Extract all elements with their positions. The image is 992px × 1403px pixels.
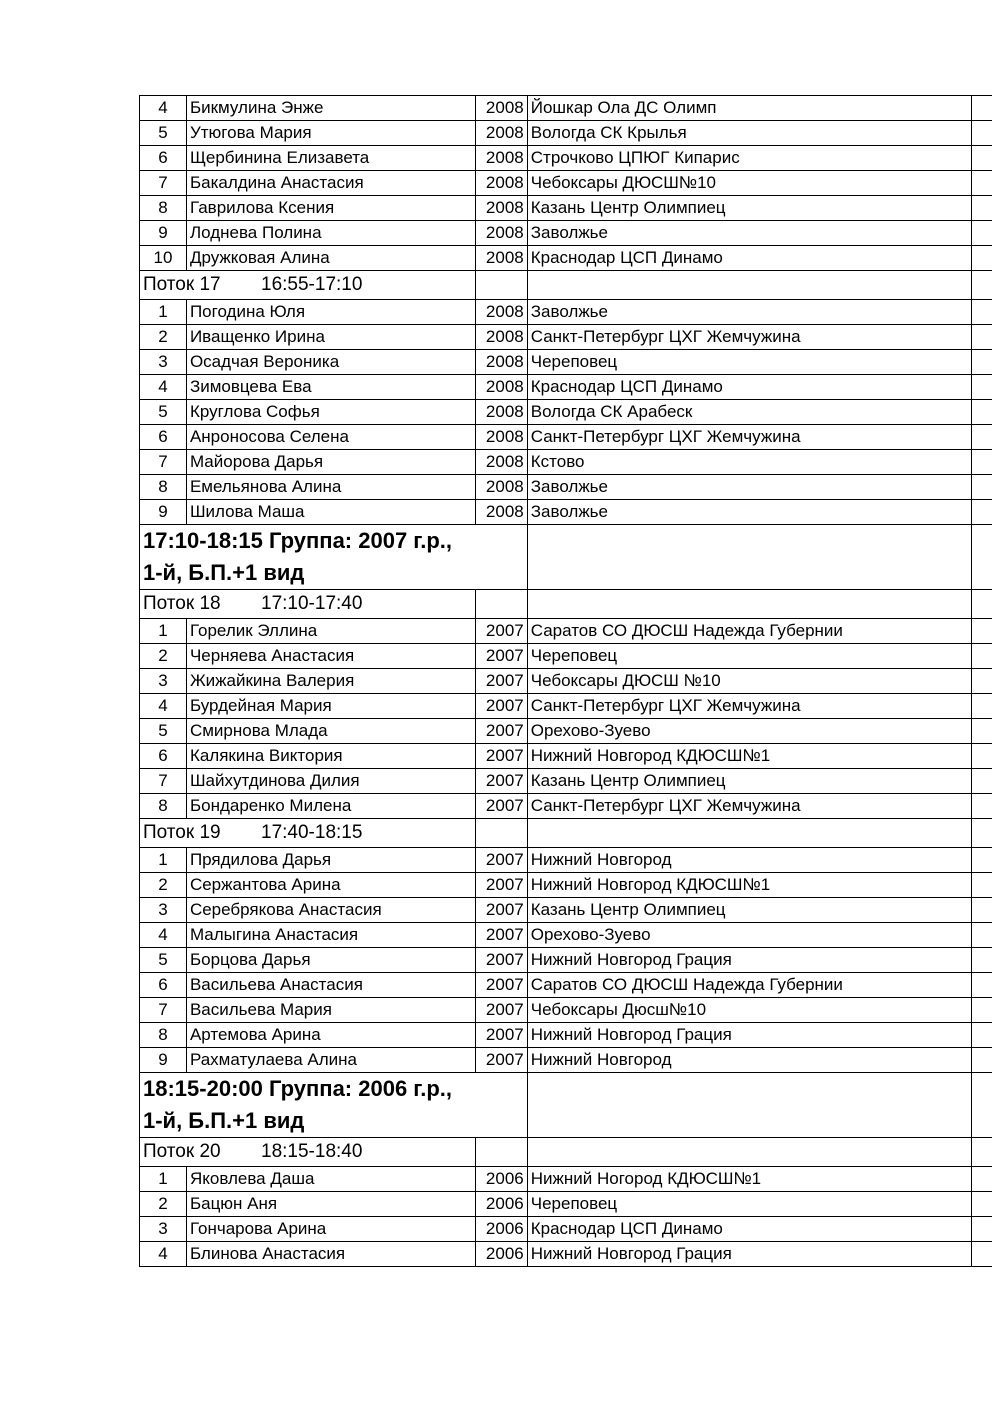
participant-number: 8: [140, 1023, 187, 1048]
participant-name: Гаврилова Ксения: [186, 196, 475, 221]
empty-cell: [971, 669, 992, 694]
participant-row: [140, 1167, 992, 1192]
stream-label: Поток 17: [143, 274, 221, 295]
participant-number: 3: [140, 1217, 187, 1242]
empty-cell: [971, 744, 992, 769]
participant-number: 5: [140, 400, 187, 425]
stream-header: [140, 590, 476, 619]
participant-number: 7: [140, 171, 187, 196]
participant-name: Васильева Мария: [186, 998, 475, 1023]
participant-row: [140, 973, 992, 998]
participant-year: 2007: [475, 973, 527, 998]
empty-cell: [971, 246, 992, 271]
participant-club: Нижний Новгород КДЮСШ№1: [527, 744, 971, 769]
participant-name: Борцова Дарья: [186, 948, 475, 973]
stream-time: 16:55-17:10: [261, 274, 363, 295]
participant-name: Рахматулаева Алина: [186, 1048, 475, 1073]
participant-number: 1: [140, 1167, 187, 1192]
participant-year: 2008: [475, 500, 527, 525]
participant-year: 2007: [475, 848, 527, 873]
participant-name: Круглова Софья: [186, 400, 475, 425]
participant-club: Заволжье: [527, 500, 971, 525]
participant-name: Анроносова Селена: [186, 425, 475, 450]
participant-row: [140, 475, 992, 500]
participant-name: Погодина Юля: [186, 300, 475, 325]
participant-year: 2007: [475, 923, 527, 948]
participant-club: Саратов СО ДЮСШ Надежда Губернии: [527, 973, 971, 998]
participant-club: Нижний Новгород Грация: [527, 1242, 971, 1267]
participant-row: [140, 96, 992, 121]
participant-club: Санкт-Петербург ЦХГ Жемчужина: [527, 325, 971, 350]
participant-number: 3: [140, 669, 187, 694]
participant-year: 2007: [475, 669, 527, 694]
stream-time: 17:10-17:40: [261, 593, 363, 614]
participant-number: 4: [140, 694, 187, 719]
empty-cell: [971, 948, 992, 973]
participant-number: 4: [140, 96, 187, 121]
participant-row: [140, 898, 992, 923]
participant-row: [140, 948, 992, 973]
participant-name: Серебрякова Анастасия: [186, 898, 475, 923]
participant-club: Чебоксары ДЮСШ №10: [527, 669, 971, 694]
empty-cell: [971, 644, 992, 669]
participant-year: 2008: [475, 450, 527, 475]
participant-row: [140, 246, 992, 271]
participant-number: 4: [140, 1242, 187, 1267]
participant-name: Осадчая Вероника: [186, 350, 475, 375]
participant-number: 5: [140, 948, 187, 973]
participant-number: 6: [140, 146, 187, 171]
participant-name: Бацюн Аня: [186, 1192, 475, 1217]
participant-club: Нижний Новгород Грация: [527, 1023, 971, 1048]
empty-cell: [971, 1192, 992, 1217]
participant-club: Заволжье: [527, 475, 971, 500]
empty-cell: [971, 998, 992, 1023]
participant-year: 2007: [475, 794, 527, 819]
participant-year: 2007: [475, 998, 527, 1023]
participant-name: Смирнова Млада: [186, 719, 475, 744]
participant-year: 2007: [475, 898, 527, 923]
participant-number: 2: [140, 873, 187, 898]
empty-cell: [971, 1217, 992, 1242]
participant-name: Щербинина Елизавета: [186, 146, 475, 171]
participant-row: [140, 1217, 992, 1242]
participant-year: 2007: [475, 719, 527, 744]
participant-row: [140, 769, 992, 794]
participant-name: Бурдейная Мария: [186, 694, 475, 719]
participant-name: Шайхутдинова Дилия: [186, 769, 475, 794]
participant-number: 2: [140, 644, 187, 669]
participant-row: [140, 221, 992, 246]
participant-name: Емельянова Алина: [186, 475, 475, 500]
stream-header: [140, 1138, 476, 1167]
stream-time: 17:40-18:15: [261, 822, 363, 843]
participant-year: 2008: [475, 96, 527, 121]
participant-year: 2008: [475, 246, 527, 271]
empty-cell: [971, 973, 992, 998]
participant-row: [140, 1242, 992, 1267]
empty-cell: [971, 375, 992, 400]
empty-cell: [527, 590, 971, 619]
stream-header: [140, 271, 476, 300]
participant-year: 2008: [475, 325, 527, 350]
empty-cell: [971, 719, 992, 744]
participant-name: Горелик Эллина: [186, 619, 475, 644]
participant-number: 1: [140, 848, 187, 873]
participant-number: 10: [140, 246, 187, 271]
empty-cell: [971, 271, 992, 300]
participant-year: 2008: [475, 171, 527, 196]
participant-year: 2008: [475, 400, 527, 425]
participant-number: 5: [140, 719, 187, 744]
participant-club: Строчково ЦПЮГ Кипарис: [527, 146, 971, 171]
participant-row: [140, 1192, 992, 1217]
participant-row: [140, 425, 992, 450]
participant-year: 2007: [475, 1023, 527, 1048]
participant-club: Саратов СО ДЮСШ Надежда Губернии: [527, 619, 971, 644]
participant-number: 1: [140, 300, 187, 325]
empty-cell: [971, 325, 992, 350]
participant-number: 2: [140, 1192, 187, 1217]
stream-header-row: [140, 819, 992, 848]
empty-cell: [971, 221, 992, 246]
empty-cell: [971, 300, 992, 325]
participant-club: Нижний Новгород КДЮСШ№1: [527, 873, 971, 898]
group-header-row: [140, 525, 992, 590]
schedule-body: [140, 96, 992, 1267]
participant-year: 2008: [475, 350, 527, 375]
participant-row: [140, 644, 992, 669]
participant-row: [140, 400, 992, 425]
participant-number: 9: [140, 500, 187, 525]
participant-name: Сержантова Арина: [186, 873, 475, 898]
participant-club: Вологда СК Крылья: [527, 121, 971, 146]
stream-header-row: [140, 590, 992, 619]
empty-cell: [971, 819, 992, 848]
participant-row: [140, 300, 992, 325]
empty-cell: [971, 590, 992, 619]
participant-row: [140, 744, 992, 769]
participant-name: Черняева Анастасия: [186, 644, 475, 669]
participant-name: Калякина Виктория: [186, 744, 475, 769]
empty-cell: [971, 400, 992, 425]
stream-header: [140, 819, 476, 848]
participant-year: 2008: [475, 146, 527, 171]
participant-row: [140, 998, 992, 1023]
participant-year: 2008: [475, 475, 527, 500]
participant-club: Нижний Новгород: [527, 1048, 971, 1073]
participant-club: Санкт-Петербург ЦХГ Жемчужина: [527, 794, 971, 819]
participant-number: 3: [140, 350, 187, 375]
participant-number: 6: [140, 744, 187, 769]
empty-cell: [475, 819, 527, 848]
participant-row: [140, 375, 992, 400]
empty-cell: [527, 525, 971, 590]
stream-label: Поток 18: [143, 593, 221, 614]
participant-name: Зимовцева Ева: [186, 375, 475, 400]
participant-row: [140, 794, 992, 819]
participant-year: 2007: [475, 744, 527, 769]
participant-name: Бакалдина Анастасия: [186, 171, 475, 196]
participant-year: 2007: [475, 694, 527, 719]
participant-club: Вологда СК Арабеск: [527, 400, 971, 425]
participant-row: [140, 873, 992, 898]
group-title-line1: 17:10-18:15 Группа: 2007 г.р.,: [143, 528, 453, 553]
participant-year: 2007: [475, 873, 527, 898]
participant-name: Прядилова Дарья: [186, 848, 475, 873]
participant-name: Лоднева Полина: [186, 221, 475, 246]
participant-year: 2007: [475, 769, 527, 794]
empty-cell: [527, 1138, 971, 1167]
participant-club: Санкт-Петербург ЦХГ Жемчужина: [527, 694, 971, 719]
participant-row: [140, 619, 992, 644]
participant-number: 1: [140, 619, 187, 644]
participant-row: [140, 848, 992, 873]
empty-cell: [971, 500, 992, 525]
participant-club: Заволжье: [527, 300, 971, 325]
participant-number: 8: [140, 196, 187, 221]
participant-row: [140, 1048, 992, 1073]
group-title-line1: 18:15-20:00 Группа: 2006 г.р.,: [143, 1076, 453, 1101]
participant-year: 2008: [475, 221, 527, 246]
participant-number: 7: [140, 769, 187, 794]
empty-cell: [971, 694, 992, 719]
participant-name: Бикмулина Энже: [186, 96, 475, 121]
participant-number: 4: [140, 375, 187, 400]
group-title-line2: 1-й, Б.П.+1 вид: [143, 560, 305, 585]
stream-header-row: [140, 1138, 992, 1167]
participant-name: Артемова Арина: [186, 1023, 475, 1048]
participant-name: Блинова Анастасия: [186, 1242, 475, 1267]
participant-club: Казань Центр Олимпиец: [527, 769, 971, 794]
participant-club: Краснодар ЦСП Динамо: [527, 246, 971, 271]
empty-cell: [971, 769, 992, 794]
empty-cell: [475, 590, 527, 619]
participant-club: Чебоксары Дюсш№10: [527, 998, 971, 1023]
participant-club: Чебоксары ДЮСШ№10: [527, 171, 971, 196]
participant-year: 2008: [475, 300, 527, 325]
participant-club: Орехово-Зуево: [527, 719, 971, 744]
participant-club: Санкт-Петербург ЦХГ Жемчужина: [527, 425, 971, 450]
empty-cell: [971, 1023, 992, 1048]
participant-club: Череповец: [527, 644, 971, 669]
participant-row: [140, 719, 992, 744]
participant-row: [140, 350, 992, 375]
participant-row: [140, 694, 992, 719]
participant-row: [140, 121, 992, 146]
empty-cell: [527, 271, 971, 300]
participant-year: 2006: [475, 1192, 527, 1217]
participant-club: Йошкар Ола ДС Олимп: [527, 96, 971, 121]
participant-year: 2008: [475, 375, 527, 400]
participant-club: Нижний Новгород Грация: [527, 948, 971, 973]
empty-cell: [971, 1242, 992, 1267]
empty-cell: [475, 1138, 527, 1167]
participant-row: [140, 923, 992, 948]
empty-cell: [475, 271, 527, 300]
participant-name: Малыгина Анастасия: [186, 923, 475, 948]
participant-name: Шилова Маша: [186, 500, 475, 525]
participant-row: [140, 325, 992, 350]
participant-club: Череповец: [527, 1192, 971, 1217]
participant-name: Майорова Дарья: [186, 450, 475, 475]
participant-club: Нижний Новгород: [527, 848, 971, 873]
participant-name: Жижайкина Валерия: [186, 669, 475, 694]
stream-label: Поток 20: [143, 1141, 221, 1162]
empty-cell: [971, 848, 992, 873]
empty-cell: [527, 819, 971, 848]
participant-name: Дружковая Алина: [186, 246, 475, 271]
participant-year: 2008: [475, 121, 527, 146]
participant-number: 4: [140, 923, 187, 948]
empty-cell: [971, 525, 992, 590]
group-header-row: [140, 1073, 992, 1138]
participant-name: Бондаренко Милена: [186, 794, 475, 819]
participant-year: 2008: [475, 196, 527, 221]
empty-cell: [971, 923, 992, 948]
participant-row: [140, 171, 992, 196]
participant-number: 5: [140, 121, 187, 146]
participant-number: 8: [140, 475, 187, 500]
empty-cell: [971, 450, 992, 475]
empty-cell: [971, 171, 992, 196]
participant-row: [140, 669, 992, 694]
empty-cell: [971, 475, 992, 500]
empty-cell: [971, 121, 992, 146]
empty-cell: [971, 1048, 992, 1073]
participant-number: 9: [140, 1048, 187, 1073]
participant-number: 6: [140, 425, 187, 450]
participant-year: 2006: [475, 1167, 527, 1192]
empty-cell: [971, 1138, 992, 1167]
participant-number: 8: [140, 794, 187, 819]
participant-club: Орехово-Зуево: [527, 923, 971, 948]
stream-time: 18:15-18:40: [261, 1141, 363, 1162]
participant-club: Краснодар ЦСП Динамо: [527, 375, 971, 400]
participant-year: 2007: [475, 619, 527, 644]
group-title: [140, 525, 528, 590]
participant-name: Утюгова Мария: [186, 121, 475, 146]
empty-cell: [971, 1167, 992, 1192]
participant-year: 2007: [475, 948, 527, 973]
empty-cell: [971, 196, 992, 221]
participant-name: Гончарова Арина: [186, 1217, 475, 1242]
group-title-line2: 1-й, Б.П.+1 вид: [143, 1108, 305, 1133]
participant-year: 2006: [475, 1242, 527, 1267]
participant-row: [140, 500, 992, 525]
participant-club: Казань Центр Олимпиец: [527, 196, 971, 221]
participant-club: Нижний Ногород КДЮСШ№1: [527, 1167, 971, 1192]
participant-row: [140, 196, 992, 221]
participant-number: 2: [140, 325, 187, 350]
empty-cell: [971, 146, 992, 171]
schedule-table: [139, 95, 992, 1267]
participant-number: 3: [140, 898, 187, 923]
empty-cell: [971, 794, 992, 819]
participant-club: Заволжье: [527, 221, 971, 246]
participant-row: [140, 450, 992, 475]
participant-number: 7: [140, 998, 187, 1023]
empty-cell: [971, 425, 992, 450]
participant-club: Череповец: [527, 350, 971, 375]
participant-club: Краснодар ЦСП Динамо: [527, 1217, 971, 1242]
participant-name: Васильева Анастасия: [186, 973, 475, 998]
stream-label: Поток 19: [143, 822, 221, 843]
participant-year: 2007: [475, 644, 527, 669]
group-title: [140, 1073, 528, 1138]
empty-cell: [971, 619, 992, 644]
participant-year: 2006: [475, 1217, 527, 1242]
empty-cell: [971, 96, 992, 121]
participant-club: Казань Центр Олимпиец: [527, 898, 971, 923]
participant-club: Кстово: [527, 450, 971, 475]
empty-cell: [971, 1073, 992, 1138]
participant-row: [140, 146, 992, 171]
participant-name: Иващенко Ирина: [186, 325, 475, 350]
participant-year: 2007: [475, 1048, 527, 1073]
empty-cell: [971, 898, 992, 923]
empty-cell: [527, 1073, 971, 1138]
participant-row: [140, 1023, 992, 1048]
participant-name: Яковлева Даша: [186, 1167, 475, 1192]
participant-year: 2008: [475, 425, 527, 450]
empty-cell: [971, 873, 992, 898]
empty-cell: [971, 350, 992, 375]
participant-number: 9: [140, 221, 187, 246]
participant-number: 7: [140, 450, 187, 475]
participant-number: 6: [140, 973, 187, 998]
stream-header-row: [140, 271, 992, 300]
